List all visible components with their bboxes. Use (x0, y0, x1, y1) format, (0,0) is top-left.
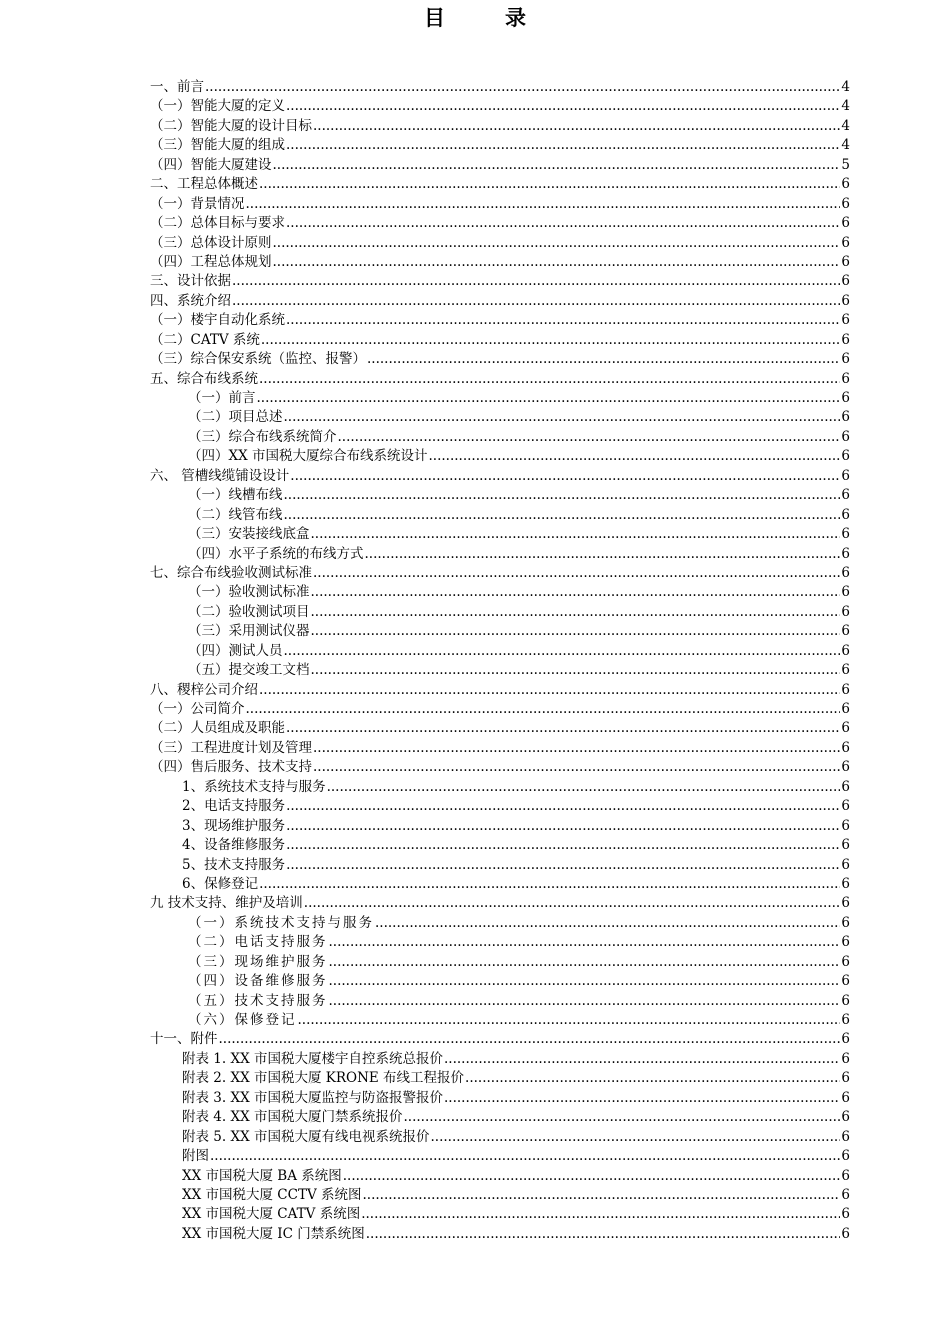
toc-entry-title: 附表 3. XX 市国税大厦监控与防盗报警报价 (182, 1089, 443, 1106)
toc-dot-leader (261, 331, 841, 350)
toc-entry-page: 6 (841, 739, 850, 756)
toc-entry-title: （四）设备维修服务 (188, 973, 328, 990)
toc-entry[interactable] (150, 972, 850, 991)
toc-entry-title: 一、前言 (150, 79, 204, 95)
toc-dot-leader (327, 778, 841, 797)
toc-dot-leader (363, 1186, 841, 1205)
toc-entry[interactable] (150, 875, 850, 894)
toc-entry-title: XX 市国税大厦 BA 系统图 (182, 1167, 342, 1184)
toc-entry-title: 四、系统介绍 (150, 292, 231, 309)
toc-dot-leader (313, 758, 840, 777)
toc-entry-page: 6 (841, 1186, 850, 1203)
toc-entry-page: 6 (841, 1031, 850, 1048)
toc-entry-page: 6 (841, 1070, 850, 1087)
toc-entry[interactable] (150, 1205, 850, 1224)
toc-entry-title: 6、保修登记 (182, 875, 259, 892)
toc-entry[interactable] (150, 856, 850, 875)
toc-entry-title: 4、设备维修服务 (182, 837, 286, 854)
toc-entry-page: 6 (841, 1109, 850, 1126)
toc-dot-leader (257, 389, 841, 408)
toc-entry-page: 6 (841, 778, 850, 795)
toc-entry-title: 十一、附件 (150, 1031, 218, 1048)
toc-entry[interactable] (150, 603, 850, 622)
toc-entry[interactable] (150, 331, 850, 350)
toc-dot-leader (403, 1108, 840, 1127)
toc-entry[interactable] (150, 797, 850, 816)
toc-dot-leader (232, 272, 840, 291)
toc-entry-title: （三）现场维护服务 (188, 953, 328, 970)
toc-dot-leader (329, 953, 841, 972)
toc-dot-leader (311, 583, 841, 602)
toc-entry-page: 6 (841, 584, 850, 601)
toc-dot-leader (286, 311, 840, 330)
toc-dot-leader (232, 292, 840, 311)
toc-dot-leader (361, 1205, 840, 1224)
toc-entry-page: 6 (841, 1206, 850, 1223)
toc-entry-page: 6 (841, 992, 850, 1009)
toc-dot-leader (375, 914, 840, 933)
toc-dot-leader (286, 97, 840, 116)
toc-entry[interactable] (150, 1108, 850, 1127)
toc-entry-title: XX 市国税大厦 CATV 系统图 (182, 1206, 361, 1223)
toc-entry[interactable] (150, 1089, 850, 1108)
toc-entry-title: （三）安装接线底盒 (188, 526, 310, 543)
toc-entry-title: 2、电话支持服务 (182, 798, 286, 815)
toc-entry[interactable] (150, 1186, 850, 1205)
toc-dot-leader (430, 1128, 840, 1147)
toc-entry[interactable] (150, 214, 850, 233)
toc-entry-title: 附表 4. XX 市国税大厦门禁系统报价 (182, 1109, 403, 1126)
toc-entry-title: （二）总体目标与要求 (150, 215, 285, 232)
toc-entry-title: （一）前言 (188, 390, 256, 406)
toc-entry[interactable] (150, 719, 850, 738)
toc-entry-title: 二、工程总体概述 (150, 176, 258, 193)
toc-entry[interactable] (150, 739, 850, 758)
toc-dot-leader (273, 234, 841, 253)
toc-dot-leader (365, 545, 841, 564)
toc-entry-page: 6 (841, 798, 850, 815)
toc-entry-page: 6 (841, 370, 850, 387)
toc-entry[interactable] (150, 350, 850, 369)
toc-entry[interactable] (150, 1050, 850, 1069)
toc-dot-leader (313, 739, 840, 758)
toc-entry-page: 6 (841, 331, 850, 348)
toc-entry-title: （四）工程总体规划 (150, 253, 272, 270)
toc-dot-leader (338, 428, 841, 447)
toc-entry-title: （一）公司简介 (150, 701, 245, 717)
toc-entry-title: （二）人员组成及职能 (150, 720, 285, 737)
toc-dot-leader (246, 195, 841, 214)
toc-entry-page: 6 (841, 487, 850, 504)
toc-entry[interactable] (150, 1030, 850, 1049)
toc-dot-leader (286, 797, 840, 816)
toc-entry-page: 6 (841, 895, 850, 912)
toc-entry[interactable] (150, 292, 850, 311)
toc-dot-leader (219, 1030, 841, 1049)
toc-entry-title: 附图 (182, 1148, 209, 1165)
toc-entry-page: 4 (841, 137, 850, 154)
toc-entry[interactable] (150, 97, 850, 116)
toc-dot-leader (273, 253, 841, 272)
toc-dot-leader (367, 350, 840, 369)
toc-entry-title: （一）系统技术支持与服务 (188, 914, 374, 931)
toc-entry-page: 4 (841, 79, 850, 95)
toc-entry[interactable] (150, 117, 850, 136)
toc-entry[interactable] (150, 564, 850, 583)
toc-entry-title: （六）保修登记 (188, 1012, 297, 1028)
toc-dot-leader (311, 525, 841, 544)
toc-entry[interactable] (150, 992, 850, 1011)
toc-entry-title: （一）线槽布线 (188, 487, 283, 504)
toc-entry-page: 6 (841, 1012, 850, 1028)
toc-entry[interactable] (150, 583, 850, 602)
toc-entry[interactable] (150, 389, 850, 408)
toc-dot-leader (343, 1167, 841, 1186)
toc-dot-leader (286, 836, 840, 855)
toc-entry-page: 6 (841, 448, 850, 465)
toc-entry-page: 6 (841, 409, 850, 426)
toc-entry[interactable] (150, 778, 850, 797)
toc-entry-page: 5 (841, 156, 850, 173)
toc-entry-page: 6 (841, 817, 850, 834)
toc-entry-title: （四）XX 市国税大厦综合布线系统设计 (188, 448, 428, 465)
toc-entry[interactable] (150, 817, 850, 836)
toc-entry-title: （三）总体设计原则 (150, 234, 272, 251)
toc-entry-page: 6 (841, 1225, 850, 1242)
toc-entry-title: 1、系统技术支持与服务 (182, 778, 326, 795)
toc-entry[interactable] (150, 758, 850, 777)
toc-entry[interactable] (150, 1147, 850, 1166)
toc-entry-title: （二）验收测试项目 (188, 603, 310, 620)
toc-entry-title: （一）背景情况 (150, 195, 245, 212)
toc-dot-leader (286, 136, 840, 155)
toc-entry-title: （三）综合布线系统简介 (188, 428, 337, 445)
toc-entry-title: 三、设计依据 (150, 273, 231, 290)
toc-dot-leader (313, 564, 840, 583)
toc-entry-page: 6 (841, 526, 850, 543)
toc-dot-leader (298, 1011, 841, 1030)
toc-entry-page: 6 (841, 1050, 850, 1067)
toc-entry[interactable] (150, 661, 850, 680)
toc-entry[interactable] (150, 933, 850, 952)
toc-entry-page: 6 (841, 1148, 850, 1165)
toc-dot-leader (284, 408, 841, 427)
toc-entry-page: 6 (841, 312, 850, 329)
toc-dot-leader (284, 486, 841, 505)
toc-dot-leader (465, 1069, 840, 1088)
toc-entry-title: 九 技术支持、维护及培训 (150, 895, 303, 912)
toc-entry-title: （一）楼宇自动化系统 (150, 312, 285, 329)
toc-dot-leader (205, 78, 840, 97)
toc-entry-page: 6 (841, 428, 850, 445)
toc-entry-page: 6 (841, 292, 850, 309)
toc-dot-leader (366, 1225, 841, 1244)
toc-entry-title: （四）测试人员 (188, 642, 283, 659)
toc-entry[interactable] (150, 953, 850, 972)
toc-entry-page: 6 (841, 564, 850, 581)
toc-entry-title: （三）工程进度计划及管理 (150, 739, 312, 756)
toc-entry[interactable] (150, 78, 850, 97)
toc-dot-leader (311, 622, 841, 641)
toc-entry[interactable] (150, 1225, 850, 1244)
toc-dot-leader (329, 992, 841, 1011)
toc-entry-page: 6 (841, 273, 850, 290)
toc-entry-title: （三）综合保安系统（监控、报警） (150, 351, 366, 368)
toc-entry-title: 附表 2. XX 市国税大厦 KRONE 布线工程报价 (182, 1070, 465, 1087)
toc-entry-page: 6 (841, 642, 850, 659)
toc-dot-leader (259, 875, 840, 894)
table-of-contents (150, 78, 850, 1244)
toc-entry[interactable] (150, 836, 850, 855)
toc-entry-title: 5、技术支持服务 (182, 856, 286, 873)
toc-entry-title: （一）验收测试标准 (188, 584, 310, 601)
toc-entry-page: 6 (841, 215, 850, 232)
toc-entry-page: 6 (841, 837, 850, 854)
toc-entry-title: （三）智能大厦的组成 (150, 137, 285, 154)
toc-entry[interactable] (150, 1128, 850, 1147)
toc-dot-leader (286, 719, 840, 738)
toc-dot-leader (313, 117, 840, 136)
toc-entry-page: 6 (841, 856, 850, 873)
toc-entry-page: 6 (841, 234, 850, 251)
toc-entry-title: 五、综合布线系统 (150, 370, 258, 387)
toc-dot-leader (259, 370, 840, 389)
toc-dot-leader (286, 214, 840, 233)
toc-entry-title: （四）水平子系统的布线方式 (188, 545, 364, 562)
toc-entry[interactable] (150, 894, 850, 913)
toc-dot-leader (329, 972, 841, 991)
toc-entry-page: 6 (841, 701, 850, 717)
toc-entry[interactable] (150, 525, 850, 544)
toc-entry[interactable] (150, 642, 850, 661)
toc-entry-page: 6 (841, 681, 850, 698)
toc-dot-leader (286, 856, 840, 875)
toc-entry[interactable] (150, 467, 850, 486)
toc-entry-title: （一）智能大厦的定义 (150, 98, 285, 115)
toc-entry-page: 6 (841, 973, 850, 990)
toc-dot-leader (284, 642, 841, 661)
toc-entry-title: 七、综合布线验收测试标准 (150, 564, 312, 581)
toc-entry-title: 八、稷梓公司介绍 (150, 681, 258, 698)
toc-entry[interactable] (150, 681, 850, 700)
toc-entry-page: 6 (841, 351, 850, 368)
toc-entry-page: 6 (841, 1089, 850, 1106)
toc-entry-title: （五）技术支持服务 (188, 992, 328, 1009)
toc-dot-leader (329, 933, 841, 952)
toc-entry-page: 6 (841, 506, 850, 523)
toc-entry-title: （四）售后服务、技术支持 (150, 759, 312, 776)
toc-entry[interactable] (150, 408, 850, 427)
toc-entry-page: 4 (841, 117, 850, 134)
toc-dot-leader (284, 506, 841, 525)
toc-entry[interactable] (150, 506, 850, 525)
toc-entry-page: 6 (841, 467, 850, 484)
toc-entry-page: 6 (841, 914, 850, 931)
toc-entry-title: 附表 1. XX 市国税大厦楼宇自控系统总报价 (182, 1050, 443, 1067)
toc-entry-title: 六、 管槽线缆铺设设计 (150, 467, 290, 484)
toc-dot-leader (259, 681, 840, 700)
toc-entry-title: XX 市国税大厦 IC 门禁系统图 (182, 1225, 365, 1242)
toc-dot-leader (273, 156, 841, 175)
toc-entry[interactable] (150, 253, 850, 272)
toc-entry-page: 6 (841, 720, 850, 737)
toc-entry[interactable] (150, 1167, 850, 1186)
toc-entry[interactable] (150, 195, 850, 214)
toc-entry[interactable] (150, 311, 850, 330)
toc-entry-title: （三）采用测试仪器 (188, 623, 310, 640)
toc-dot-leader (259, 175, 840, 194)
toc-entry-page: 6 (841, 1128, 850, 1145)
toc-entry-title: （二）线管布线 (188, 506, 283, 523)
toc-entry-page: 6 (841, 176, 850, 193)
toc-entry-page: 6 (841, 623, 850, 640)
toc-entry[interactable] (150, 136, 850, 155)
toc-dot-leader (429, 447, 841, 466)
toc-entry[interactable] (150, 622, 850, 641)
toc-entry-title: 附表 5. XX 市国税大厦有线电视系统报价 (182, 1128, 430, 1145)
toc-dot-leader (444, 1089, 840, 1108)
toc-entry[interactable] (150, 234, 850, 253)
toc-entry-page: 6 (841, 390, 850, 406)
toc-dot-leader (210, 1147, 840, 1166)
toc-entry[interactable] (150, 914, 850, 933)
toc-entry-title: （四）智能大厦建设 (150, 156, 272, 173)
toc-dot-leader (304, 894, 841, 913)
toc-entry-title: （五）提交竣工文档 (188, 662, 310, 679)
toc-entry[interactable] (150, 370, 850, 389)
toc-entry[interactable] (150, 486, 850, 505)
toc-entry[interactable] (150, 1011, 850, 1030)
toc-entry[interactable] (150, 545, 850, 564)
toc-entry-page: 6 (841, 603, 850, 620)
toc-dot-leader (311, 661, 841, 680)
toc-entry-page: 6 (841, 934, 850, 951)
toc-entry-title: （二）智能大厦的设计目标 (150, 117, 312, 134)
toc-entry-page: 6 (841, 662, 850, 679)
toc-entry-page: 6 (841, 195, 850, 212)
toc-entry-title: （二）项目总述 (188, 409, 283, 426)
toc-dot-leader (246, 700, 841, 719)
toc-entry[interactable] (150, 428, 850, 447)
toc-entry[interactable] (150, 447, 850, 466)
toc-entry[interactable] (150, 700, 850, 719)
toc-dot-leader (444, 1050, 840, 1069)
toc-entry-title: 3、现场维护服务 (182, 817, 286, 834)
toc-dot-leader (311, 603, 841, 622)
toc-entry-page: 6 (841, 545, 850, 562)
toc-entry[interactable] (150, 272, 850, 291)
toc-dot-leader (286, 817, 840, 836)
toc-entry-page: 4 (841, 98, 850, 115)
toc-entry[interactable] (150, 156, 850, 175)
toc-entry-title: （二）CATV 系统 (150, 331, 260, 348)
toc-entry[interactable] (150, 1069, 850, 1088)
toc-entry-title: （二）电话支持服务 (188, 934, 328, 951)
toc-entry-page: 6 (841, 875, 850, 892)
toc-entry-page: 6 (841, 253, 850, 270)
page-title: 目录 (424, 5, 586, 30)
toc-entry-page: 6 (841, 953, 850, 970)
toc-entry[interactable] (150, 175, 850, 194)
toc-entry-title: XX 市国税大厦 CCTV 系统图 (182, 1186, 362, 1203)
toc-entry-page: 6 (841, 759, 850, 776)
toc-dot-leader (290, 467, 840, 486)
toc-entry-page: 6 (841, 1167, 850, 1184)
